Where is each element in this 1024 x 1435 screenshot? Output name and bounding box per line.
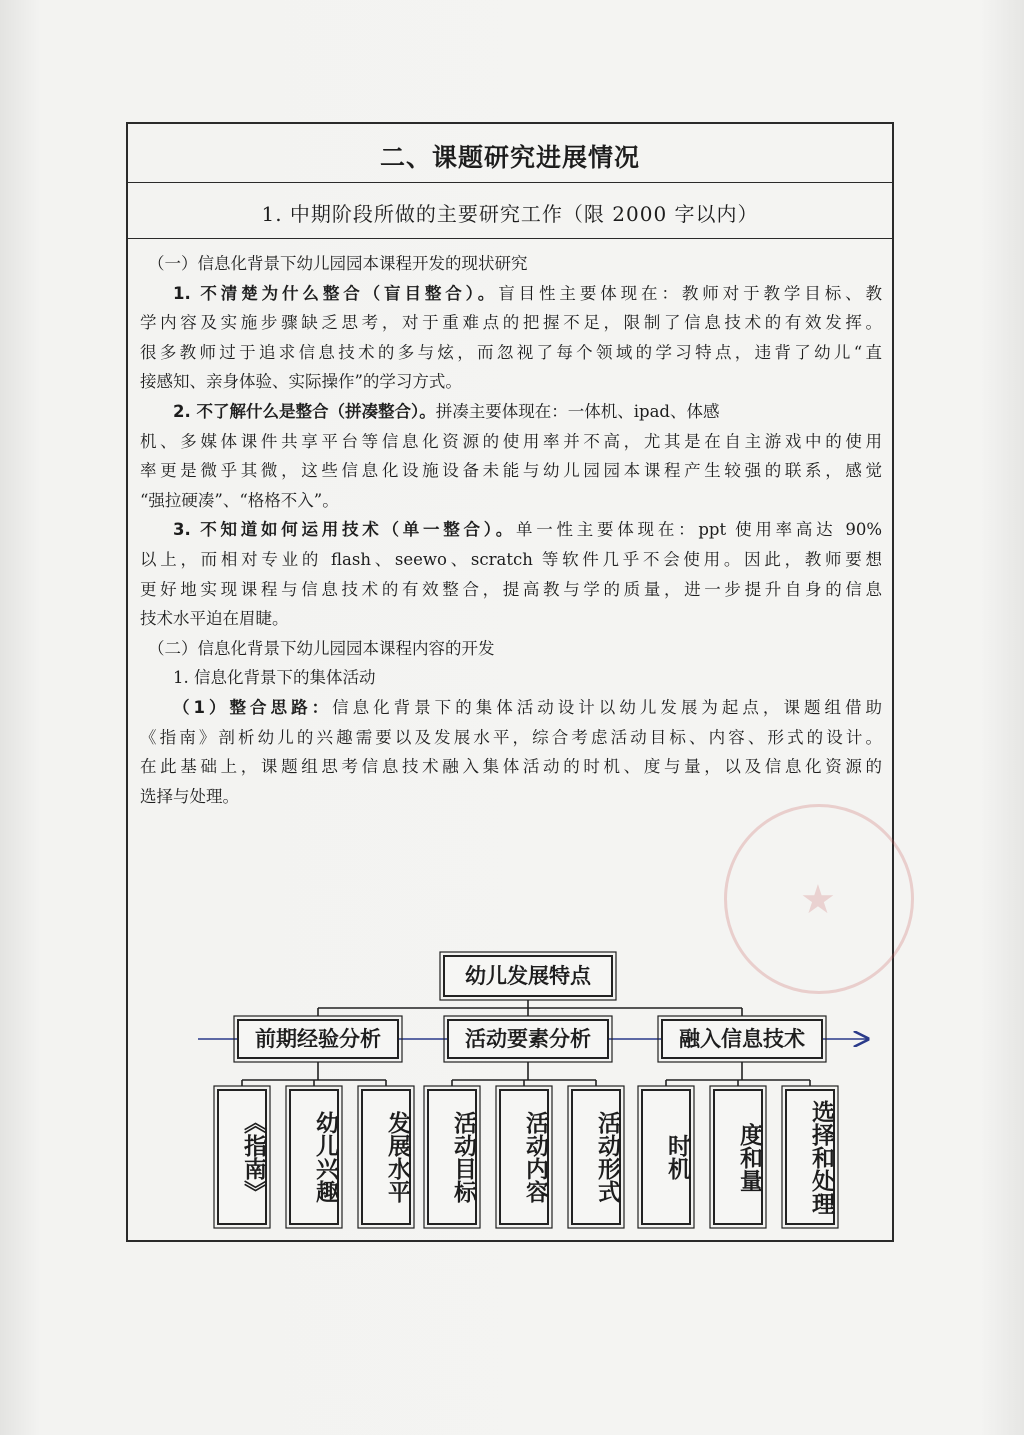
p2-lead-phrase: 2. 不了解什么是整合（拼凑整合）。 [173, 401, 436, 421]
p3-lead-phrase: 3. 不知道如何运用技术（单一整合）。 [173, 520, 517, 540]
child-label-2-3: 活动形式 [594, 1111, 620, 1203]
sub1-line-1: 1. 信息化背景下的集体活动 [173, 668, 376, 688]
root-label: 幼儿发展特点 [465, 964, 591, 988]
p3-line-2: 以上，而相对专业的 flash、seewo、scratch 等软件几乎不会使用。因此，教师要想 [140, 549, 882, 569]
p1-line-4: 接感知、亲身体验、实际操作”的学习方式。 [140, 372, 462, 392]
p1-line-2: 学内容及实施步骤缺乏思考，对于重难点的把握不足，限制了信息技术的有效发挥。 [140, 313, 882, 333]
p4-line-rest: 信息化背景下的集体活动设计以幼儿发展为起点，课题组借助 [332, 697, 882, 717]
p1-lead-phrase: 1. 不清楚为什么整合（盲目整合）。 [173, 283, 499, 303]
p3-line-rest: 单一性主要体现在：ppt 使用率高达 90% [516, 520, 882, 540]
p1-line-3: 很多教师过于追求信息技术的多与炫，而忽视了每个领域的学习特点，违背了幼儿“直 [140, 342, 882, 362]
p4-line-2: 《指南》剖析幼儿的兴趣需要以及发展水平，综合考虑活动目标、内容、形式的设计。 [140, 727, 882, 747]
p4-lead-phrase: （1）整合思路： [173, 697, 333, 717]
group-label-1: 前期经验分析 [255, 1027, 381, 1051]
p2-line-4: “强拉硬凑”、“格格不入”。 [140, 490, 339, 510]
p2-line-3: 率更是微乎其微，这些信息化设施设备未能与幼儿园园本课程产生较强的联系，感觉 [140, 461, 882, 481]
p4-line-4: 选择与处理。 [140, 786, 239, 806]
stamp-star-icon: ★ [800, 877, 836, 923]
p2-line-2: 机、多媒体课件共享平台等信息化资源的使用率并不高，尤其是在自主游戏中的使用 [140, 431, 882, 451]
child-label-3-2: 度和量 [736, 1122, 762, 1192]
group-label-3: 融入信息技术 [679, 1027, 805, 1051]
sec2_heading-line-1: （二）信息化背景下幼儿园园本课程内容的开发 [148, 638, 495, 658]
p3-line-3: 更好地实现课程与信息技术的有效整合，提高教与学的质量，进一步提升自身的信息 [140, 579, 882, 599]
child-label-2-1: 活动目标 [450, 1111, 476, 1203]
report-table [126, 122, 894, 1242]
child-label-1-1: 《指南》 [240, 1111, 266, 1203]
child-label-3-1: 时机 [664, 1134, 690, 1180]
group-label-2: 活动要素分析 [465, 1027, 591, 1051]
p3-line-4: 技术水平迫在眉睫。 [140, 609, 289, 629]
p2-line-rest: 拼凑主要体现在：一体机、ipad、体感 [435, 401, 720, 421]
child-label-3-3: 选择和处理 [808, 1099, 834, 1215]
section-title: 二、课题研究进展情况 [379, 143, 640, 172]
p1-line-rest: 盲目性主要体现在：教师对于教学目标、教 [498, 283, 882, 303]
p4-line-3: 在此基础上，课题组思考信息技术融入集体活动的时机、度与量，以及信息化资源的 [140, 757, 882, 777]
child-label-1-3: 发展水平 [384, 1111, 410, 1203]
flow-diagram [128, 124, 896, 1244]
child-label-1-2: 幼儿兴趣 [312, 1111, 338, 1203]
child-label-2-2: 活动内容 [522, 1111, 548, 1203]
section-subtitle: 1. 中期阶段所做的主要研究工作（限 2000 字以内） [261, 202, 759, 226]
sec1_heading-line-1: （一）信息化背景下幼儿园园本课程开发的现状研究 [148, 254, 528, 273]
